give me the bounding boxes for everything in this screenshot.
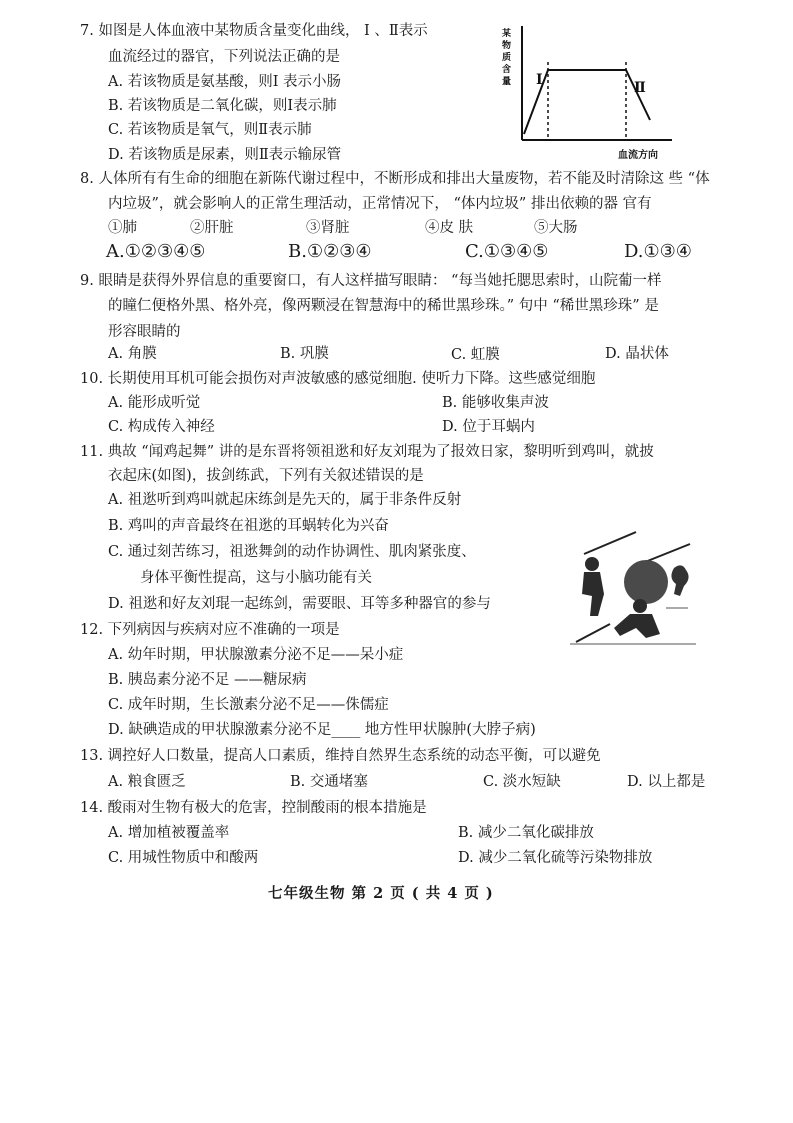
q8-option-c: C.①③④⑤ bbox=[465, 241, 549, 262]
q7-stem-line1: 7. 如图是人体血液中某物质含量变化曲线， Ⅰ 、Ⅱ表示 bbox=[80, 23, 428, 39]
q10-option-b: B. 能够收集声波 bbox=[442, 395, 549, 411]
q11-stem-line2: 衣起床(如图)，拔剑练武，下列有关叙述错误的是 bbox=[108, 468, 424, 484]
illus-sword-1 bbox=[584, 532, 636, 554]
q12-option-b: B. 胰岛素分泌不足 ——糖尿病 bbox=[108, 672, 307, 688]
q9-option-b: B. 巩膜 bbox=[280, 346, 329, 362]
q7-option-b: B. 若该物质是二氧化碳，则Ⅰ表示肺 bbox=[108, 98, 337, 114]
q11-option-d: D. 祖逖和好友刘琨一起练剑，需要眼、耳等多种器官的参与 bbox=[108, 596, 491, 612]
ylabel-char-1: 某 bbox=[502, 29, 512, 39]
graph-xlabel: 血流方向 bbox=[618, 150, 658, 161]
q7-concentration-graph bbox=[500, 22, 680, 162]
q9-option-d: D. 晶状体 bbox=[605, 346, 669, 362]
graph-label-ii: Ⅱ bbox=[634, 80, 646, 96]
q14-option-a: A. 增加植被覆盖率 bbox=[108, 825, 230, 841]
page-footer: 七年级生物 第 2 页 ( 共 4 页 ) bbox=[268, 885, 494, 902]
q8-item-2: ②肝脏 bbox=[190, 220, 234, 236]
q8-option-a: A.①②③④⑤ bbox=[106, 241, 206, 262]
q10-stem-line1: 10. 长期使用耳机可能会损伤对声波敏感的感觉细胞. 使听力下降。这些感觉细胞 bbox=[80, 371, 596, 387]
q11-illustration bbox=[570, 524, 696, 648]
graph-label-i: Ⅰ bbox=[536, 72, 543, 88]
illus-figure-2-head bbox=[633, 599, 647, 613]
q8-option-d: D.①③④ bbox=[624, 241, 692, 262]
illus-figure-1-body bbox=[582, 572, 604, 616]
q8-item-3: ③肾脏 bbox=[306, 220, 350, 236]
q12-stem-line1: 12. 下列病因与疾病对应不准确的一项是 bbox=[80, 622, 340, 638]
q8-item-1: ①肺 bbox=[108, 220, 137, 236]
q11-option-c-line2: 身体平衡性提高，这与小脑功能有关 bbox=[140, 570, 372, 586]
q8-option-b: B.①②③④ bbox=[288, 241, 372, 262]
q13-option-c: C. 淡水短缺 bbox=[483, 774, 561, 790]
q10-option-c: C. 构成传入神经 bbox=[108, 419, 215, 435]
q12-option-c: C. 成年时期，生长激素分泌不足——侏儒症 bbox=[108, 697, 389, 713]
q12-option-a: A. 幼年时期，甲状腺激素分泌不足——呆小症 bbox=[108, 647, 404, 663]
q8-stem-line1: 8. 人体所有有生命的细胞在新陈代谢过程中，不断形成和排出大量废物，若不能及时清除这 些 “体 bbox=[80, 171, 710, 187]
q9-stem-line2: 的瞳仁便格外黑、格外亮，像两颗浸在智慧海中的稀世黑珍珠。” 句中 “稀世黑珍珠” 是 bbox=[108, 298, 659, 314]
ylabel-char-4: 含 bbox=[502, 65, 512, 75]
ylabel-char-3: 质 bbox=[502, 53, 512, 63]
q12-option-d: D. 缺碘造成的甲状腺激素分泌不足____ 地方性甲状腺肿(大脖子病) bbox=[108, 722, 536, 738]
q8-item-5: ⑤大肠 bbox=[534, 220, 578, 236]
illus-figure-1-head bbox=[585, 557, 599, 571]
q11-option-b: B. 鸡叫的声音最终在祖逖的耳蜗转化为兴奋 bbox=[108, 518, 389, 534]
q11-stem-line1: 11. 典故 “闻鸡起舞” 讲的是东晋将领祖逖和好友刘琨为了报效日家，黎明听到鸡叫，就披 bbox=[80, 444, 654, 460]
q9-option-a: A. 角膜 bbox=[108, 346, 157, 362]
q11-option-a: A. 祖逖听到鸡叫就起床练剑是先天的，属于非条件反射 bbox=[108, 492, 462, 508]
illus-rooster bbox=[671, 565, 688, 596]
q13-stem-line1: 13. 调控好人口数量，提高人口素质，维持自然界生态系统的动态平衡，可以避免 bbox=[80, 748, 601, 764]
q7-option-a: A. 若该物质是氨基酸，则Ⅰ 表示小肠 bbox=[108, 74, 342, 90]
q13-option-a: A. 粮食匮乏 bbox=[108, 774, 186, 790]
q11-option-c-line1: C. 通过刻苦练习，祖逖舞剑的动作协调性、肌肉紧张度、 bbox=[108, 544, 476, 560]
q10-option-a: A. 能形成听觉 bbox=[108, 395, 201, 411]
q10-option-d: D. 位于耳蜗内 bbox=[442, 419, 535, 435]
q9-stem-line3: 形容眼睛的 bbox=[108, 324, 181, 340]
ylabel-char-5: 量 bbox=[502, 77, 512, 87]
q14-stem-line1: 14. 酸雨对生物有极大的危害，控制酸雨的根本措施是 bbox=[80, 800, 427, 816]
q8-item-4: ④皮 肤 bbox=[425, 220, 474, 236]
illus-boulder bbox=[624, 560, 668, 604]
q9-stem-line1: 9. 眼睛是获得外界信息的重要窗口，有人这样描写眼睛： “每当她托腮思索时，山院葡一样 bbox=[80, 273, 662, 289]
graph-curve bbox=[524, 70, 650, 134]
q13-option-d: D. 以上都是 bbox=[627, 774, 706, 790]
illus-sword-3 bbox=[576, 624, 610, 642]
graph-ylabel bbox=[501, 27, 511, 87]
q7-stem-line2: 血流经过的器官，下列说法正确的是 bbox=[108, 49, 340, 65]
q13-option-b: B. 交通堵塞 bbox=[290, 774, 368, 790]
q14-option-d: D. 减少二氧化硫等污染物排放 bbox=[458, 850, 653, 866]
q7-option-c: C. 若该物质是氧气，则Ⅱ表示肺 bbox=[108, 122, 312, 138]
q8-stem-line2: 内垃圾”，就会影响人的正常生理活动，正常情况下， “体内垃圾” 排出依赖的器 官有 bbox=[108, 196, 652, 212]
ylabel-char-2: 物 bbox=[502, 41, 512, 51]
q9-option-c: C. 虹膜 bbox=[451, 347, 500, 363]
q14-option-c: C. 用城性物质中和酸两 bbox=[108, 850, 259, 866]
q14-option-b: B. 减少二氧化碳排放 bbox=[458, 825, 594, 841]
q7-option-d: D. 若该物质是尿素，则Ⅱ表示输尿管 bbox=[108, 147, 342, 163]
illus-figure-2-body bbox=[614, 614, 660, 638]
